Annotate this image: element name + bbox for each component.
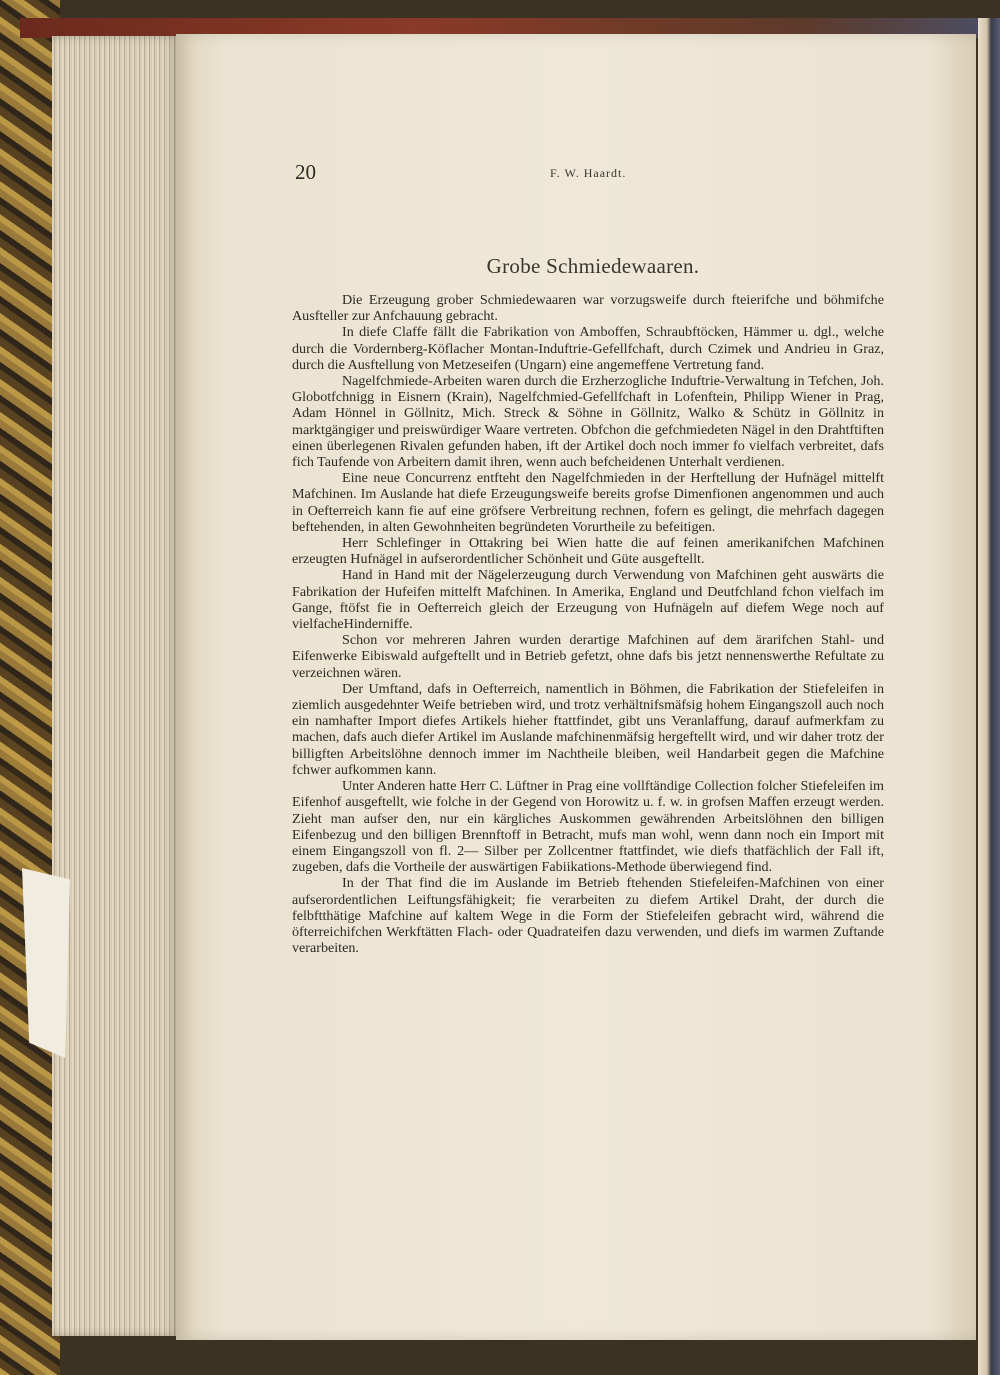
paragraph: Herr Schlefinger in Ottakring bei Wien hatte die auf feinen amerikanifchen Mafchinen erzeugten Hufnägel in aufserordentlicher Schönheit und Güte ausgeftellt. — [292, 535, 884, 568]
marbled-cover-edge — [0, 0, 60, 1375]
running-head: F. W. Haardt. — [550, 166, 627, 180]
paragraph: Unter Anderen hatte Herr C. Lüftner in Prag eine vollftändige Collection folcher Stiefeleifen im Eifenhof ausgeftellt, wie folche in der Gegend von Horowitz u. f. w. in grofsen Maffen erzeugt werden. Zieht man aufser den, nur ein kärgliches Auskommen gewährenden Arbeitslöhnen den billigen Eifenbezug und den billigen Brennftoff in Betracht, mufs man wohl, wenn dann noch ein Import mit einem Eingangszoll von fl. 2— Silber per Zollcentner ftattfindet, wie diefs thatfächlich der Fall ift, zugeben, dafs die Vortheile der auswärtigen Fabiikations-Methode überwiegend find. — [292, 778, 884, 876]
page-number: 20 — [295, 160, 316, 184]
paragraph: Hand in Hand mit der Nägelerzeugung durch Verwendung von Mafchinen geht auswärts die Fabrikation der Hufeifen mittelft Mafchinen. In Amerika, England und Deutfchland fchon vielfach im Gange, ftöfst fie in Oefterreich gleich der Erzeugung von Hufnägeln auf diefem Wege noch auf vielfacheHinderniffe. — [292, 567, 884, 633]
page-stack-edges — [52, 36, 180, 1336]
facing-page-edge — [978, 18, 1000, 1375]
paragraph: Die Erzeugung grober Schmiedewaaren war vorzugsweife durch fteierifche und böhmifche Ausfteller zur Anfchauung gebracht. — [292, 292, 884, 325]
paragraph: Nagelfchmiede-Arbeiten waren durch die Erzherzogliche Induftrie-Verwaltung in Tefchen, Joh. Globotfchnigg in Eisnern (Krain), Nagelfchmied-Gefellfchaft in Lofenftein, Philipp Wiener in Prag, Adam Hönnel in Göllnitz, Mich. Streck & Söhne in Göllnitz, Walko & Schütz in Göllnitz in marktgängiger und preiswürdiger Waare vertreten. Obfchon die gefchmiedeten Nägel in den Drahtftiften einen überlegenen Rivalen gefunden haben, ift der Artikel doch noch immer fo vielfach verbreitet, dafs fich Taufende von Arbeitern damit ihren, wenn auch befcheidenen Unterhalt verdienen. — [292, 373, 884, 471]
paragraph: Der Umftand, dafs in Oefterreich, namentlich in Böhmen, die Fabrikation der Stiefeleifen in ziemlich ausgedehnter Weife betrieben wird, und trotz verhältnifsmäfsig hohem Eingangszoll auch noch ein namhafter Import diefes Artikels hieher ftattfindet, gibt uns Veranlaffung, darauf aufmerkfam zu machen, dafs auch diefer Artikel im Auslande mafchinenmäfsig hergeftellt wird, und wir daher trotz der billigften Arbeitslöhne dennoch immer im Nachtheile bleiben, weil Handarbeit gegen die Mafchine fchwer aufkommen kann. — [292, 680, 884, 778]
paragraph: Schon vor mehreren Jahren wurden derartige Mafchinen auf dem ärarifchen Stahl- und Eifenwerke Eibiswald aufgeftellt und in Betrieb gefetzt, ohne dafs bis jetzt nennenswerthe Refultate zu verzeichnen wären. — [292, 632, 884, 681]
paragraph: In diefe Claffe fällt die Fabrikation von Amboffen, Schraubftöcken, Hämmer u. dgl., welche durch die Vordernberg-Köflacher Montan-Induftrie-Gefellfchaft, durch Czimek und Andrieu in Graz, durch die Ausftellung von Metzeseifen (Ungarn) eine angemeffene Vertretung fand. — [292, 324, 884, 373]
paragraph: Eine neue Concurrenz entfteht den Nagelfchmieden in der Herftellung der Hufnägel mittelft Mafchinen. Im Auslande hat diefe Erzeugungsweife bereits grofse Dimenfionen angenommen und auch in Oefterreich kann fie auf eine gröfsere Verbreitung rechnen, fofern es gelingt, die mehrfach dagegen beftehenden, in alten Gewohnheiten begründeten Vorurtheile zu befeitigen. — [292, 470, 884, 535]
body-text — [292, 292, 884, 956]
paper-tab-marker — [22, 868, 70, 1058]
section-title: Grobe Schmiedewaaren. — [486, 254, 700, 278]
paragraph: In der That find die im Auslande im Betrieb ftehenden Stiefeleifen-Mafchinen von einer aufserordentlichen Leiftungsfähigkeit; fie verarbeiten zu diefem Artikel Draht, der durch die felbftthätige Mafchine auf kaltem Wege in die Form der Stiefeleifen gebracht wird, während die öfterreichifchen Werkftätten Flach- oder Quadrateifen dazu verwenden, und diefs im warmen Zuftande verarbeiten. — [292, 875, 884, 957]
